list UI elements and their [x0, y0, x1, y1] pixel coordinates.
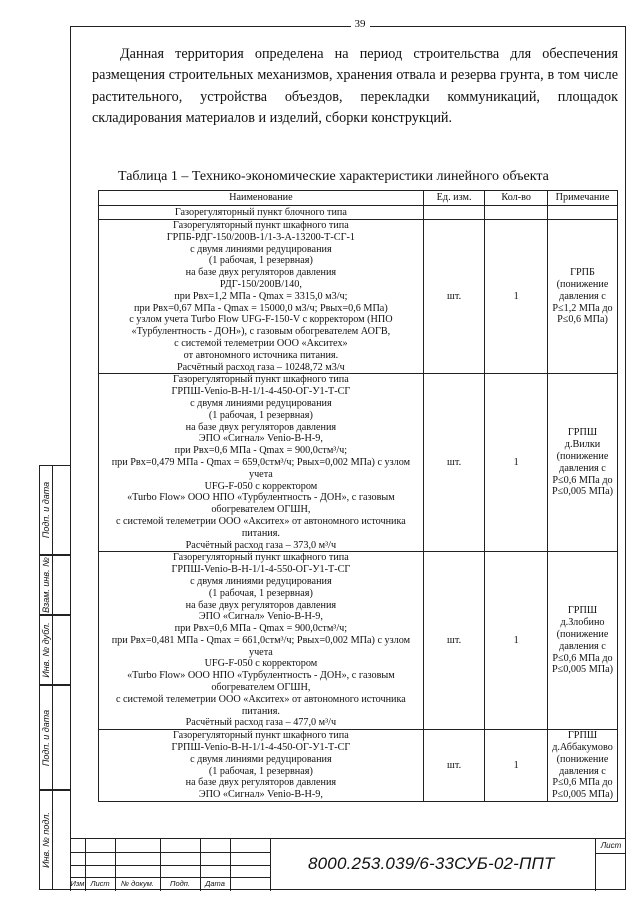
note-line: Р≤0,005 МПа) [551, 664, 614, 676]
row-unit-cell: шт. [423, 374, 485, 552]
name-line: Расчётный расход газа – 477,0 м³/ч [185, 717, 337, 729]
name-line: Газорегуляторный пункт шкафного типа [172, 220, 349, 231]
note-line: Р≤0,6 МПа до [552, 777, 613, 789]
intro-paragraph: Данная территория определена на период строительства для обеспечения размещения строительных механизмов, хранения отвала и резерва грунта, в том числе растительного, устройства объездов, перекладки коммуникаций, площадок складирования материалов и изделий, сборки конструкций. [92, 46, 618, 126]
name-line: ГРПБ-РДГ-150/200В-1/1-3-А-13200-Т-СГ-1 [166, 231, 355, 243]
table-title: Таблица 1 – Технико-экономические характеристики линейного объекта [118, 169, 549, 184]
table-row [99, 374, 618, 552]
note-line: (понижение [556, 451, 609, 463]
name-line: при Рвх=1,2 МПа - Qmax = 3315,0 м3/ч; [174, 290, 348, 302]
note-line: ГРПШ [567, 730, 598, 742]
name-line: с двумя линиями редуцирования [190, 397, 332, 409]
name-line: питания. [241, 705, 280, 717]
note-line: Р≤0,6 МПа до [552, 652, 613, 664]
table-row [99, 220, 618, 374]
name-line: с двумя линиями редуцирования [190, 753, 332, 765]
row-name-cell [99, 374, 424, 552]
note-line: Р≤0,005 МПа) [551, 789, 614, 801]
side-stamp-box [39, 685, 70, 790]
name-line: «Turbo Flow» ООО НПО «Турбулентность - ДОН», с газовым [127, 670, 395, 682]
note-line: давления с [559, 765, 606, 777]
side-stamp-label: Инв. № подл. [41, 812, 51, 868]
side-stamp-box [39, 465, 70, 555]
section-title: Газорегуляторный пункт блочного типа [99, 206, 424, 220]
name-line: (1 рабочая, 1 резервная) [208, 255, 313, 267]
table-row [99, 730, 618, 802]
name-line: (1 рабочая, 1 резервная) [208, 409, 313, 421]
name-line: ГРПШ-Venio-В-Н-1/1-4-550-ОГ-У1-Т-СГ [171, 564, 351, 576]
name-line: ЭПО «Сигнал» Venio-В-Н-9, [198, 433, 323, 445]
name-line: Газорегуляторный пункт шкафного типа [172, 552, 349, 564]
stamp-col-sign: Подп. [170, 879, 190, 888]
row-note-cell [548, 552, 618, 730]
name-line: ЭПО «Сигнал» Venio-В-Н-9, [198, 611, 323, 623]
name-line: РДГ-150/200В/140, [219, 278, 302, 290]
name-line: Газорегуляторный пункт шкафного типа [172, 374, 349, 386]
row-unit-cell: шт. [423, 730, 485, 802]
note-line: д.Злобино [560, 617, 605, 629]
revision-grid [70, 839, 270, 891]
row-note-cell [548, 220, 618, 374]
note-line: (понижение [556, 628, 609, 640]
name-line: при Рвх=0,67 МПа - Qmax = 15000,0 м3/ч; Рвых=0,6 МПа) [134, 302, 388, 314]
note-line: давления с [559, 640, 606, 652]
table-row [99, 552, 618, 730]
name-line: обогревателем ОГШН, [211, 504, 311, 516]
title-block [70, 838, 626, 891]
note-line: Р≤0,005 МПа) [551, 486, 614, 498]
name-line: на базе двух регуляторов давления [185, 777, 337, 789]
name-line: при Рвх=0,479 МПа - Qmax = 659,0стм³/ч; Рвых=0,002 МПа) с узлом [111, 456, 411, 468]
name-line: питания. [241, 527, 280, 539]
stamp-col-list: Лист [90, 879, 110, 888]
name-line: (1 рабочая, 1 резервная) [208, 765, 313, 777]
side-stamp-box [39, 790, 70, 890]
name-line: при Рвх=0,481 МПа - Qmax = 661,0стм³/ч; Рвых=0,002 МПа) с узлом [111, 634, 411, 646]
table-header-row [99, 191, 618, 206]
note-line: (понижение [556, 753, 609, 765]
row-unit-cell: шт. [423, 552, 485, 730]
row-qty-cell: 1 [485, 220, 548, 374]
note-line: давления с [559, 462, 606, 474]
row-name-cell [99, 220, 424, 374]
section-row [99, 206, 618, 220]
page-number: 39 [0, 18, 640, 30]
row-qty-cell: 1 [485, 552, 548, 730]
name-line: «Турбулентность - ДОН»), с газовым обогревателем АОГВ, [131, 326, 391, 338]
name-line: с системой телеметрии ООО «Акситех» от автономного источника [115, 515, 406, 527]
name-line: Газорегуляторный пункт шкафного типа [172, 730, 349, 742]
note-line: д.Аббакумово [552, 742, 613, 754]
name-line: ГРПШ-Venio-В-Н-1/1-4-450-ОГ-У1-Т-СГ [171, 386, 351, 398]
spec-table [98, 190, 618, 802]
name-line: учета [248, 646, 273, 658]
name-line: от автономного источника питания. [183, 349, 339, 361]
name-line: ГРПШ-Venio-В-Н-1/1-4-450-ОГ-У1-Т-СГ [171, 742, 351, 754]
name-line: с двумя линиями редуцирования [190, 575, 332, 587]
row-qty-cell: 1 [485, 374, 548, 552]
name-line: Расчётный расход газа – 10248,72 м3/ч [176, 361, 345, 373]
name-line: на базе двух регуляторов давления [185, 599, 337, 611]
name-line: с узлом учета Turbo Flow UFG-F-150-V с корректором (НПО [129, 314, 393, 326]
name-line: учета [248, 468, 273, 480]
note-line: давления с [559, 290, 606, 302]
name-line: «Turbo Flow» ООО НПО «Турбулентность - ДОН», с газовым [127, 492, 395, 504]
note-line: ГРПШ [567, 605, 598, 617]
stamp-col-izm: Изм [70, 879, 85, 888]
side-stamp-label: Взам. инв. № [41, 557, 51, 613]
note-line: д.Вилки [564, 439, 601, 451]
note-line: ГРПБ [570, 267, 595, 279]
name-line: ЭПО «Сигнал» Venio-В-Н-9, [198, 789, 323, 801]
name-line: UFG-F-050 с корректором [204, 658, 318, 670]
name-line: UFG-F-050 с корректором [204, 480, 318, 492]
name-line: на базе двух регуляторов давления [185, 267, 337, 279]
note-line: Р≤0,6 МПа) [557, 314, 608, 326]
name-line: с системой телеметрии ООО «Акситех» от автономного источника [115, 693, 406, 705]
side-stamp-box [39, 615, 70, 685]
header-unit: Ед. изм. [423, 191, 485, 206]
name-line: при Рвх=0,6 МПа - Qmax = 900,0стм³/ч; [174, 623, 348, 635]
name-line: с двумя линиями редуцирования [190, 243, 332, 255]
row-qty-cell: 1 [485, 730, 548, 802]
name-line: (1 рабочая, 1 резервная) [208, 587, 313, 599]
row-name-cell [99, 552, 424, 730]
header-qty: Кол-во [485, 191, 548, 206]
header-note: Примечание [548, 191, 618, 206]
side-stamp-label: Подп. и дата [41, 709, 51, 766]
name-line: при Рвх=0,6 МПа - Qmax = 900,0стм³/ч; [174, 445, 348, 457]
side-stamp-box [39, 555, 70, 615]
name-line: Расчётный расход газа – 373,0 м³/ч [185, 539, 337, 551]
note-line: ГРПШ [567, 427, 598, 439]
row-unit-cell: шт. [423, 220, 485, 374]
name-line: с системой телеметрии ООО «Акситех» [174, 337, 348, 349]
note-line: Р≤1,2 МПа до [552, 302, 613, 314]
stamp-col-date: Дата [205, 879, 225, 888]
note-line: (понижение [556, 278, 609, 290]
row-note-cell [548, 374, 618, 552]
note-line: Р≤0,6 МПа до [552, 474, 613, 486]
document-code: 8000.253.039/6-33СУБ-02-ППТ [308, 854, 555, 873]
side-stamp-label: Подп. и дата [41, 481, 51, 539]
header-name: Наименование [99, 191, 424, 206]
row-name-cell [99, 730, 424, 802]
row-note-cell [548, 730, 618, 802]
sheet-box [595, 839, 626, 891]
name-line: обогревателем ОГШН, [211, 682, 311, 694]
side-stamp-label: Инв. № дубл. [41, 622, 51, 678]
name-line: на базе двух регуляторов давления [185, 421, 337, 433]
sheet-label: Лист [600, 841, 622, 850]
stamp-col-doc: № докум. [120, 879, 155, 888]
